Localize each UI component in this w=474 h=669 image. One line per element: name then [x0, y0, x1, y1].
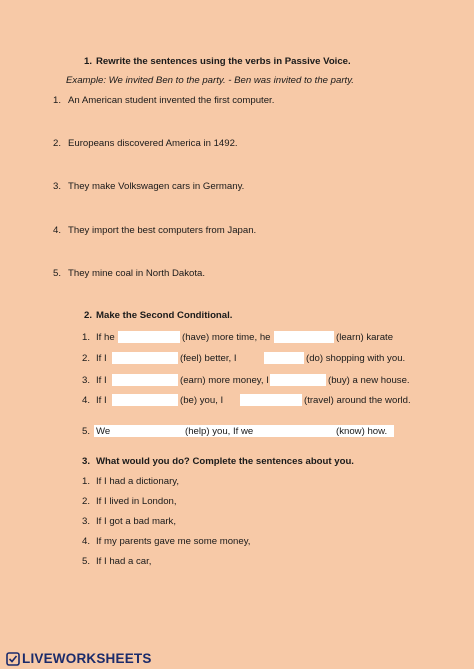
- s2-item-text-c: (do) shopping with you.: [306, 353, 406, 364]
- s2-item-text-c: (travel) around the world.: [304, 395, 411, 406]
- section2-heading: Make the Second Conditional.: [96, 310, 233, 321]
- s1-item-text: They make Volkswagen cars in Germany.: [68, 181, 245, 192]
- s2-item-text-a: We: [96, 426, 111, 437]
- answer-blank[interactable]: [274, 331, 334, 343]
- answer-blank[interactable]: [112, 394, 178, 406]
- section1-heading: Rewrite the sentences using the verbs in Passive Voice.: [96, 56, 351, 67]
- s1-item-text: An American student invented the first computer.: [68, 95, 275, 106]
- s2-item-text-a: If I: [96, 395, 107, 406]
- s2-item-number: 4.: [82, 395, 91, 406]
- s2-item-text-a: If I: [96, 353, 107, 364]
- s2-item-number: 2.: [82, 353, 91, 364]
- s2-item-number: 3.: [82, 375, 91, 386]
- s2-item-number: 5.: [82, 426, 91, 437]
- brand-icon: [6, 652, 20, 666]
- s3-item-number: 4.: [82, 536, 91, 547]
- s2-item-text-a: If he: [96, 332, 115, 343]
- s2-item-text-b: (earn) more money, I: [180, 375, 269, 386]
- s2-item-number: 1.: [82, 332, 91, 343]
- answer-blank[interactable]: [270, 374, 326, 386]
- section1-example: Example: We invited Ben to the party. - Ben was invited to the party.: [66, 75, 354, 86]
- s1-item-number: 2.: [53, 138, 62, 149]
- liveworksheets-logo: [6, 651, 152, 666]
- s2-item-text-a: If I: [96, 375, 107, 386]
- s3-item-text: If I got a bad mark,: [96, 516, 176, 527]
- s2-item-text-b: (have) more time, he: [182, 332, 271, 343]
- s3-item-text: If I had a car,: [96, 556, 152, 567]
- answer-blank[interactable]: [264, 352, 304, 364]
- s2-item-text-c: (buy) a new house.: [328, 375, 410, 386]
- s1-item-text: Europeans discovered America in 1492.: [68, 138, 238, 149]
- s2-item-text-c: (know) how.: [336, 426, 388, 437]
- section3-heading: What would you do? Complete the sentences about you.: [96, 456, 354, 467]
- s3-item-text: If I lived in London,: [96, 496, 177, 507]
- s1-item-number: 5.: [53, 268, 62, 279]
- s2-item-text-b: (feel) better, I: [180, 353, 237, 364]
- section1-heading-number: 1.: [84, 56, 93, 67]
- s2-item-text-b: (help) you, If we: [185, 426, 254, 437]
- s2-item-text-c: (learn) karate: [336, 332, 394, 343]
- section2-heading-number: 2.: [84, 310, 93, 321]
- s3-item-text: If my parents gave me some money,: [96, 536, 251, 547]
- s3-item-number: 1.: [82, 476, 91, 487]
- s3-item-text: If I had a dictionary,: [96, 476, 180, 487]
- s1-item-number: 1.: [53, 95, 62, 106]
- brand-name: LIVEWORKSHEETS: [22, 651, 152, 666]
- section3-heading-number: 3.: [82, 456, 91, 467]
- s3-item-number: 5.: [82, 556, 91, 567]
- s1-item-text: They import the best computers from Japan.: [68, 225, 257, 236]
- answer-blank[interactable]: [112, 352, 178, 364]
- s1-item-number: 3.: [53, 181, 62, 192]
- s1-item-number: 4.: [53, 225, 62, 236]
- s3-item-number: 2.: [82, 496, 91, 507]
- answer-blank[interactable]: [240, 394, 302, 406]
- answer-blank[interactable]: [112, 374, 178, 386]
- s3-item-number: 3.: [82, 516, 91, 527]
- s1-item-text: They mine coal in North Dakota.: [68, 268, 206, 279]
- answer-blank[interactable]: [118, 331, 180, 343]
- s2-item-text-b: (be) you, I: [180, 395, 224, 406]
